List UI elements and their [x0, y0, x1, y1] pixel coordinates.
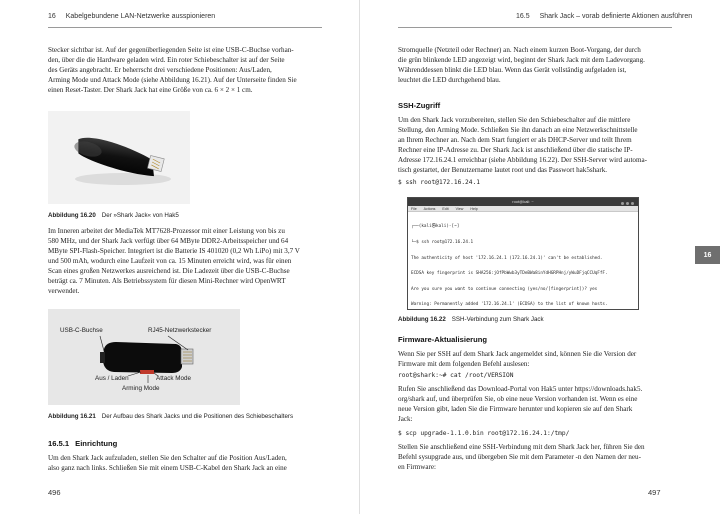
- label-off-charge: Aus / Laden: [95, 375, 129, 382]
- header-rule: [48, 27, 322, 28]
- text-line: des Geräts angebracht. Er beherrscht drei verschiedene Positionen: Aus/Laden,: [48, 66, 272, 74]
- paragraph-sysupgrade: [398, 442, 674, 472]
- text-line: beträgt ca. 7 Minuten. Als Betriebssystem für diesen Mini-Rechner wird OpenWRT: [48, 277, 286, 285]
- paragraph-intro: [48, 45, 322, 95]
- terminal-output: [408, 212, 638, 310]
- text-line: Wenn Sie per SSH auf dem Shark Jack angemeldet sind, können Sie die Version der: [398, 350, 637, 358]
- menu-help: Help: [470, 207, 478, 211]
- text-line: Stellen Sie anschließend eine SSH-Verbindung mit dem Shark Jack her, führen Sie den: [398, 443, 645, 451]
- label-rj45: RJ45-Netzwerkstecker: [148, 327, 212, 334]
- terminal-line: The authenticity of host '172.16.24.1 (172.16.24.1)' can't be established.: [411, 255, 603, 261]
- terminal-titlebar: [408, 198, 638, 206]
- figure-label: Abbildung 16.21: [48, 413, 96, 420]
- terminal-line: Warning: Permanently added '172.16.24.1' (ECDSA) to the list of known hosts.: [411, 302, 608, 308]
- text-line: Um den Shark Jack vorzubereiten, stellen Sie den Schiebeschalter auf die mittlere: [398, 116, 631, 124]
- running-header-right: [516, 13, 692, 20]
- text-line: Adresse 172.16.24.1 erreichbar (siehe Abbildung 16.22). Der SSH-Server wird automa-: [398, 156, 648, 164]
- figure-caption-text: Der »Shark Jack« von Hak5: [101, 212, 179, 219]
- paragraph-ssh: [398, 115, 674, 175]
- text-line: den, über die die Hardware geladen wird. Ein roter Schiebeschalter ist auf der Seite: [48, 56, 285, 64]
- text-line: neue Version gibt, laden Sie die Firmware herunter und kopieren sie auf den Shark: [398, 405, 633, 413]
- text-line: Währenddessen blinkt die LED blau. Wenn das Gerät vollständig aufgeladen ist,: [398, 66, 627, 74]
- figure-caption-text: SSH-Verbindung zum Shark Jack: [451, 316, 544, 323]
- figure-caption-text: Der Aufbau des Shark Jacks und die Positionen des Schiebeschalters: [101, 413, 294, 420]
- code-scp-upload: $ scp upgrade-1.1.0.bin root@172.16.24.1:/tmp/: [398, 430, 570, 437]
- chapter-title: Kabelgebundene LAN-Netzwerke ausspionieren: [65, 13, 216, 20]
- text-line: Befehl sysupgrade aus, und übergeben Sie mit dem Parameter -n den Namen der neu-: [398, 453, 641, 461]
- paragraph-firmware-version: [398, 349, 674, 369]
- label-arming-mode: Arming Mode: [122, 385, 160, 392]
- section-ref: 16.5: [516, 13, 530, 20]
- code-ssh-command: $ ssh root@172.16.24.1: [398, 179, 480, 186]
- terminal-screenshot: [407, 197, 639, 310]
- paragraph-download: [398, 384, 674, 424]
- paragraph-hardware: [48, 226, 322, 296]
- label-attack-mode: Attack Mode: [156, 375, 191, 382]
- terminal-line: Are you sure you want to continue connecting (yes/no/[fingerprint])? yes: [411, 286, 598, 292]
- menu-view: View: [455, 207, 464, 211]
- text-line: leuchtet die LED durchgehend blau.: [398, 76, 501, 84]
- text-line: Stromquelle (Netzteil oder Rechner) an. Nach einem kurzen Boot-Vorgang, der durch: [398, 46, 641, 54]
- text-line: Rechner eine IP-Adresse zu. Der Shark Jack ist anschließend über die statische IP-: [398, 146, 633, 154]
- text-line: an Ihrem Rechner an. Nach dem Start fungiert er als DHCP-Server und teilt Ihrem: [398, 136, 632, 144]
- menu-file: File: [411, 207, 417, 211]
- figure-caption-16-20: [48, 212, 179, 219]
- menu-actions: Actions: [423, 207, 436, 211]
- chapter-thumb-tab: 16: [695, 246, 720, 264]
- figure-caption-16-21: [48, 413, 293, 420]
- section-title: Shark Jack – vorab definierte Aktionen ausführen: [539, 13, 693, 20]
- text-line: tisch gestartet, der Benutzername lautet root und das Passwort hak5shark.: [398, 166, 608, 174]
- label-usb-c: USB-C-Buchse: [60, 327, 103, 334]
- shark-jack-photo: [48, 111, 190, 204]
- heading-ssh-access: SSH-Zugriff: [398, 101, 441, 110]
- heading-firmware-update: Firmware-Aktualisierung: [398, 335, 488, 344]
- shark-jack-diagram: [48, 309, 240, 405]
- text-line: Firmware mit dem folgenden Befehl auslesen:: [398, 360, 530, 368]
- shark-jack-device-illustration: [48, 111, 190, 204]
- text-line: Jack:: [398, 415, 413, 423]
- paragraph-setup: [48, 453, 322, 473]
- right-page-anchor: [360, 0, 361, 1]
- running-header-left: [48, 13, 215, 20]
- chapter-number: 16: [48, 13, 56, 20]
- terminal-line: ┌──(kali㉿kali)-[~]: [411, 224, 460, 230]
- text-line: die grün blinkende LED angezeigt wird, beginnt der Shark Jack mit dem Ladevorgang.: [398, 56, 645, 64]
- page-number-left: 496: [48, 488, 61, 497]
- code-cat-version: root@shark:~# cat /root/VERSION: [398, 372, 514, 379]
- figure-label: Abbildung 16.20: [48, 212, 96, 219]
- text-line: 580 MHz, und der Shark Jack verfügt über 64 MByte DDR2-Arbeitsspeicher und 64: [48, 237, 289, 245]
- section-number: 16.5.1: [48, 439, 70, 448]
- text-line: Arming Mode und Attack Mode (siehe Abbildung 16.21). Auf der Unterseite finden Sie: [48, 76, 297, 84]
- terminal-title: root@kali: ~: [512, 199, 534, 204]
- text-line: Stecker sichtbar ist. Auf der gegenüberliegenden Seite ist eine USB-C-Buchse vorhan-: [48, 46, 294, 54]
- section-title: Einrichtung: [75, 439, 118, 448]
- text-line: Rufen Sie anschließend das Download-Portal von Hak5 unter https://downloads.hak5.: [398, 385, 643, 393]
- text-line: und 500 mAh, wodurch eine Laufzeit von ca. 15 Minuten erreicht wird, was für einen: [48, 257, 292, 265]
- terminal-line: └─$ ssh root@172.16.24.1: [411, 240, 474, 246]
- figure-label: Abbildung 16.22: [398, 316, 446, 323]
- text-line: Um den Shark Jack aufzuladen, stellen Sie den Schalter auf die Position Aus/Laden,: [48, 454, 287, 462]
- terminal-line: ECDSA key fingerprint is SHA256:jOfPbWwb3yTDeBWa8inYdHGRPHnj/yWuDFjqCCUqFfF.: [411, 271, 608, 277]
- text-line: also ganz nach links. Schließen Sie mit einem USB-C-Kabel den Shark Jack an eine: [48, 464, 287, 472]
- window-controls-icon: [619, 200, 634, 208]
- page-number-right: 497: [648, 488, 661, 497]
- text-line: MByte SPI-Flash-Speicher. Integriert ist die Batterie IS 401020 (0,2 Wh LiPo) mit 3,7 V: [48, 247, 300, 255]
- text-line: en Firmware:: [398, 463, 437, 471]
- text-line: verwendet.: [48, 287, 80, 295]
- figure-caption-16-22: [398, 316, 544, 323]
- header-rule: [398, 27, 672, 28]
- section-heading-einrichtung: [48, 439, 117, 448]
- text-line: org/shark auf, und überprüfen Sie, ob eine neue Version vorhanden ist. Wenn es eine: [398, 395, 638, 403]
- text-line: einen Reset-Taster. Der Shark Jack hat eine Größe von ca. 6 × 2 × 1 cm.: [48, 86, 253, 94]
- menu-edit: Edit: [442, 207, 449, 211]
- text-line: Scan eines großen Netzwerkes ausreichend ist. Die Ladezeit über die USB-C-Buchse: [48, 267, 290, 275]
- text-line: Stellung, den Arming Mode. Schließen Sie ihn danach an eine Netzwerkschnittstelle: [398, 126, 638, 134]
- paragraph-charging: [398, 45, 674, 85]
- text-line: Im Inneren arbeitet der MediaTek MT7628-Prozessor mit einer Leistung von bis zu: [48, 227, 285, 235]
